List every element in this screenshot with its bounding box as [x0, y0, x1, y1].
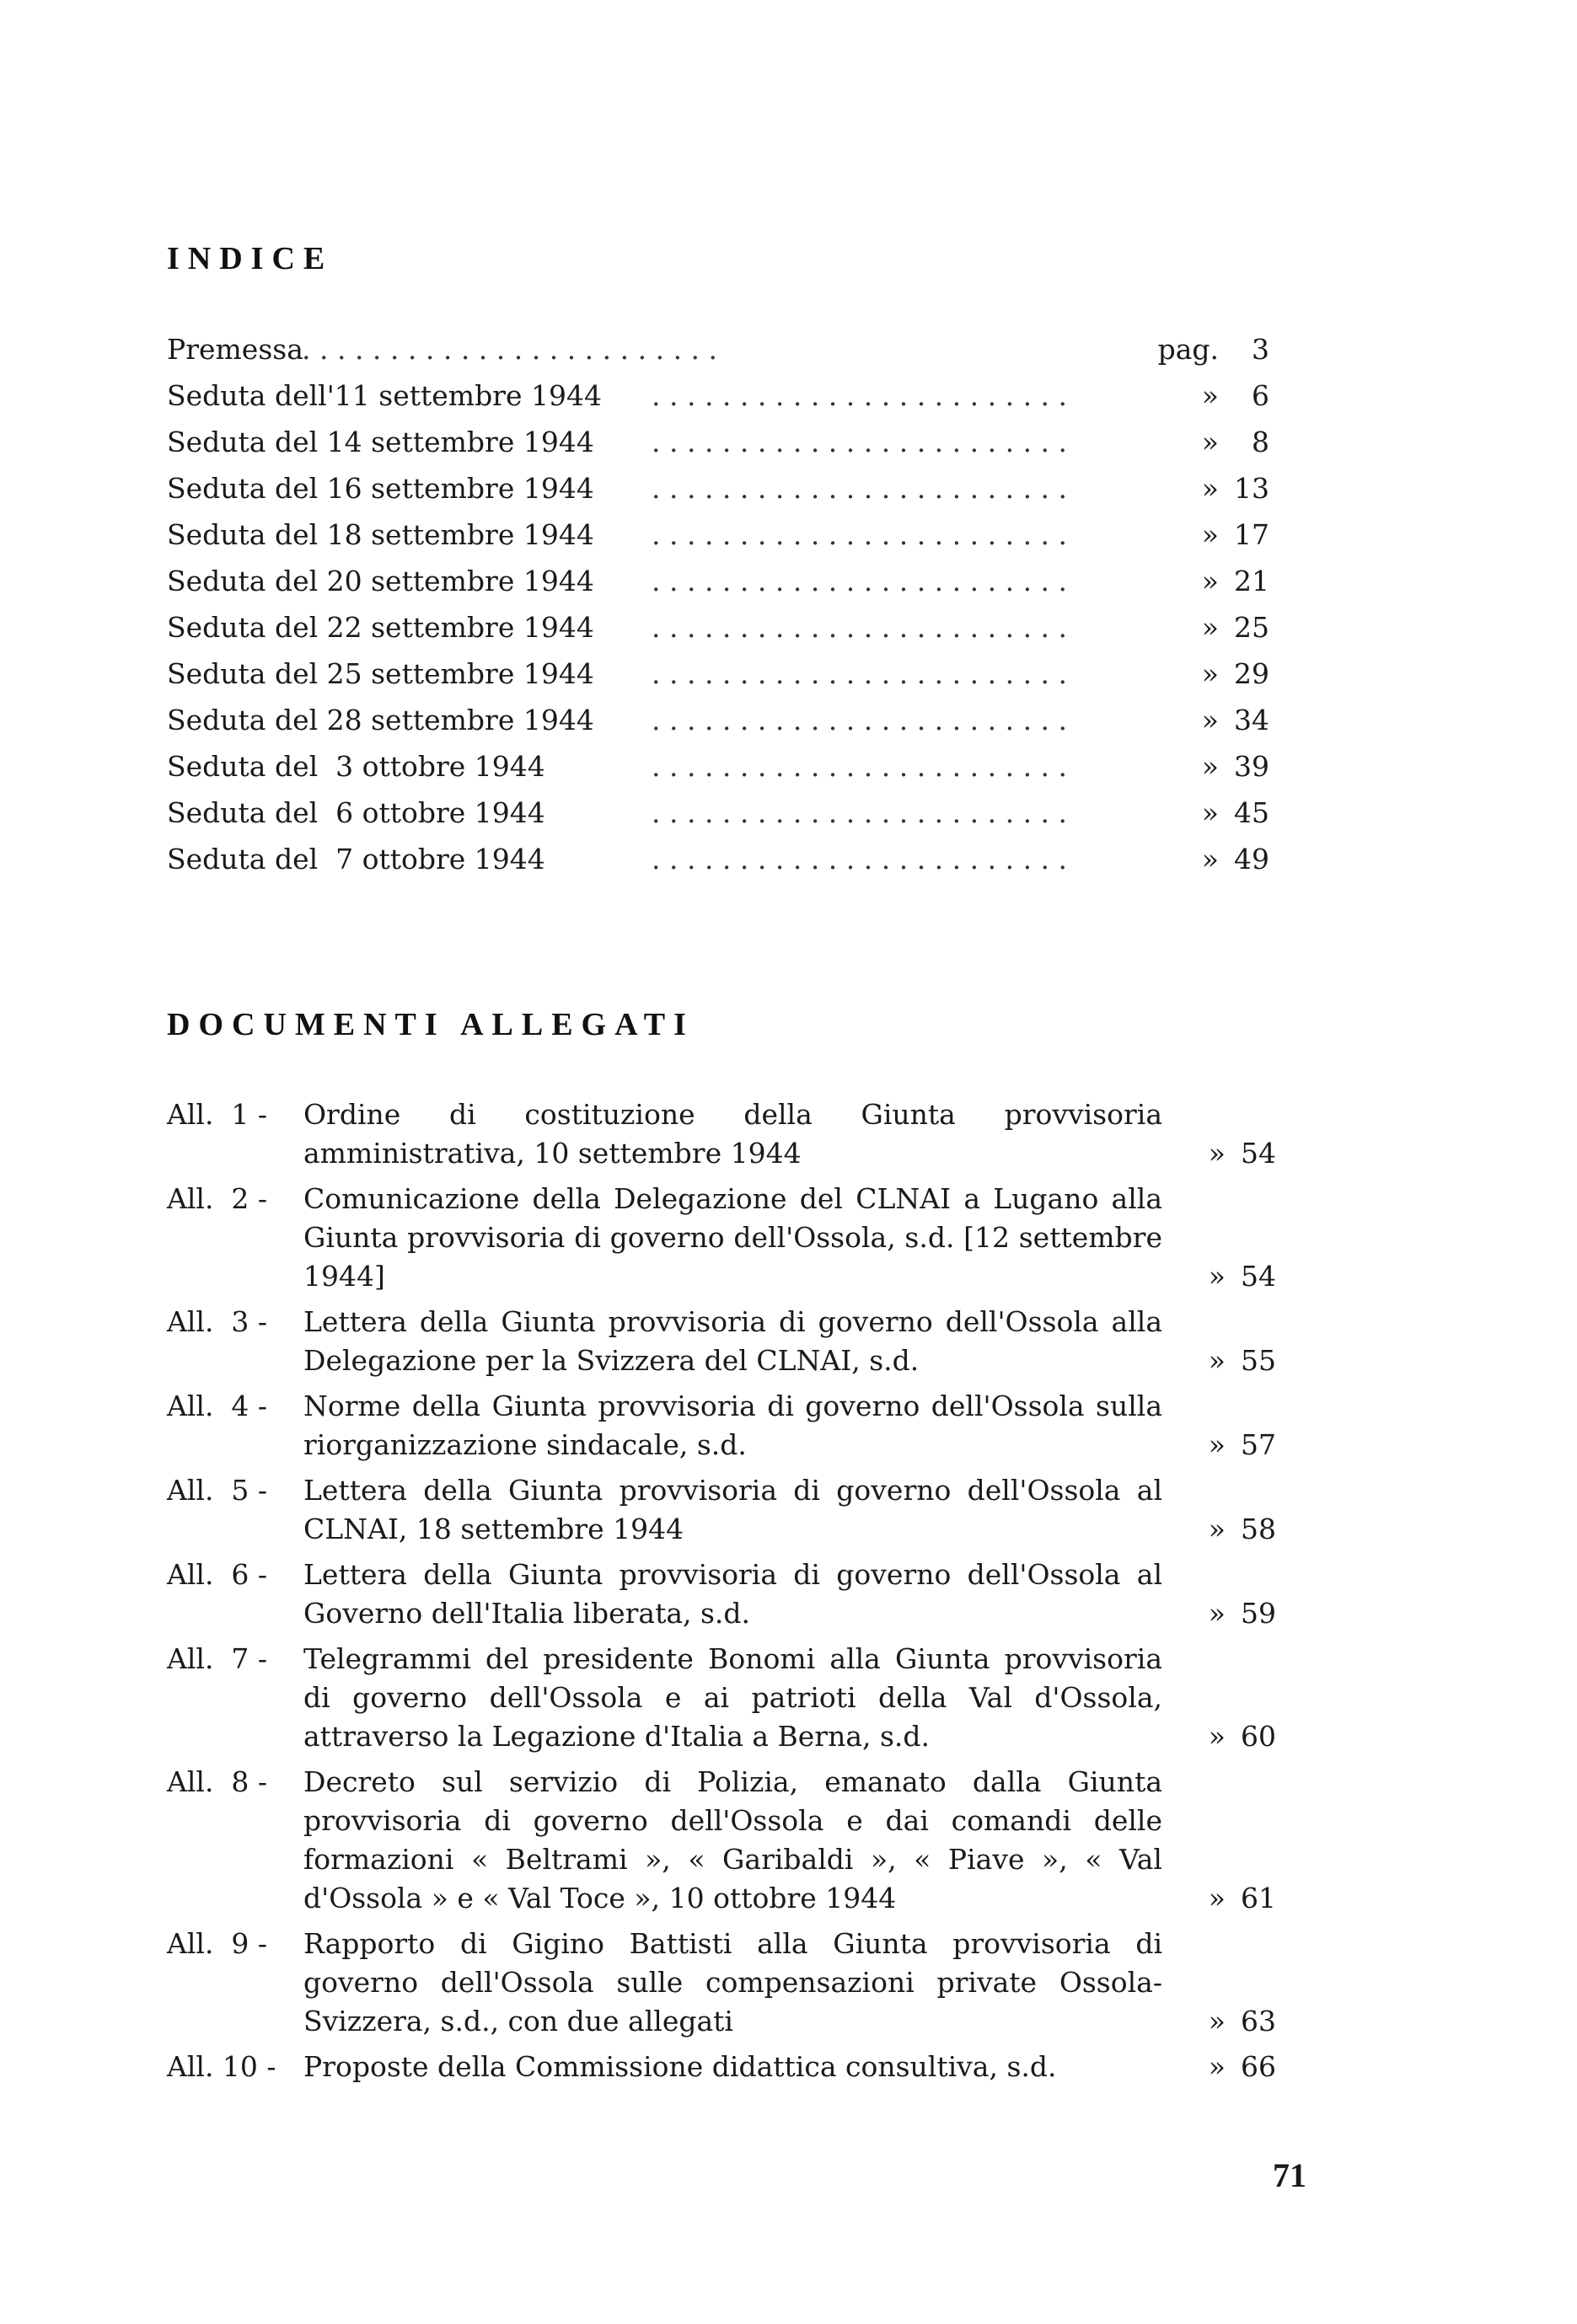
toc-entry-title: Seduta dell'11 settembre 1944 — [167, 379, 602, 412]
attachment-entry — [167, 1640, 1276, 1756]
toc-page-number: 25 — [1234, 611, 1269, 644]
attachment-label: All. 7 - — [167, 1642, 268, 1675]
toc-entry-title: Seduta del 16 settembre 1944 — [167, 472, 594, 505]
page-marker: pag. — [1157, 333, 1219, 366]
attachment-entry — [167, 1925, 1276, 2041]
dot-leader: . . . . . . . . . . . . . . . . . . . . . . . . — [652, 843, 1068, 876]
attachment-description: Lettera della Giunta provvisoria di governo dell'Ossola al CLNAI, 18 settembre 1944 — [303, 1474, 1162, 1545]
attachment-page-number: 59 — [1241, 1597, 1276, 1630]
attachment-description: Ordine di costituzione della Giunta provvisoria amministrativa, 10 settembre 1944 — [303, 1098, 1162, 1170]
toc-page-number: 6 — [1252, 379, 1269, 412]
page-marker: » — [1201, 426, 1219, 458]
toc-entry — [167, 372, 1269, 419]
attachment-description: Lettera della Giunta provvisoria di governo dell'Ossola al Governo dell'Italia liberata, s.d. — [303, 1558, 1162, 1630]
dot-leader: . . . . . . . . . . . . . . . . . . . . . . . . — [652, 426, 1068, 458]
attachment-entry — [167, 2048, 1276, 2086]
attachment-label: All. 3 - — [167, 1305, 268, 1338]
toc-page-number: 13 — [1234, 472, 1269, 505]
attachment-page-number: 61 — [1241, 1882, 1276, 1914]
toc-entry — [167, 697, 1269, 743]
attachment-entry — [167, 1180, 1276, 1296]
attachment-entry — [167, 1303, 1276, 1380]
toc-page-number: 39 — [1234, 750, 1269, 783]
toc-entry — [167, 790, 1269, 836]
page-marker: » — [1201, 843, 1219, 876]
toc-entry — [167, 651, 1269, 697]
toc-entry — [167, 326, 1269, 372]
attachment-label: All. 4 - — [167, 1390, 268, 1422]
toc-entry-title: Seduta del 18 settembre 1944 — [167, 518, 594, 551]
attachment-label: All. 6 - — [167, 1558, 268, 1591]
toc-entry — [167, 511, 1269, 558]
page-marker: » — [1208, 1597, 1226, 1630]
toc-page-number: 34 — [1234, 704, 1269, 736]
attachment-entry — [167, 1556, 1276, 1633]
page-marker: » — [1208, 2050, 1226, 2083]
toc-page-number: 3 — [1252, 333, 1269, 366]
toc-entry — [167, 419, 1269, 465]
page-marker: » — [1208, 1428, 1226, 1461]
attachment-entry — [167, 1387, 1276, 1465]
attachment-description: Decreto sul servizio di Polizia, emanato dalla Giunta provvisoria di governo dell'Ossola e dai comandi delle formazioni « Beltrami », « Garibaldi », « Piave », « Val d'Ossola » e « Val Toce », 10 ottobre 1944 — [303, 1765, 1162, 1914]
dot-leader: . . . . . . . . . . . . . . . . . . . . . . . . — [652, 518, 1068, 551]
page-marker: » — [1208, 1260, 1226, 1293]
toc-entry-title: Seduta del 28 settembre 1944 — [167, 704, 594, 736]
attachment-label: All. 5 - — [167, 1474, 268, 1507]
page-marker: » — [1201, 565, 1219, 597]
attachment-label: All. 9 - — [167, 1927, 268, 1960]
attachment-description: Comunicazione della Delegazione del CLNAI a Lugano alla Giunta provvisoria di governo dell'Ossola, s.d. [12 settembre 1944] — [303, 1182, 1162, 1293]
attachment-description: Lettera della Giunta provvisoria di governo dell'Ossola alla Delegazione per la Svizzera del CLNAI, s.d. — [303, 1305, 1162, 1377]
page-marker: » — [1208, 1720, 1226, 1753]
attachment-entry — [167, 1471, 1276, 1549]
toc-entry — [167, 743, 1269, 790]
toc-entry — [167, 558, 1269, 604]
toc-page-number: 29 — [1234, 657, 1269, 690]
dot-leader: . . . . . . . . . . . . . . . . . . . . . . . . — [652, 704, 1068, 736]
page-marker: » — [1201, 379, 1219, 412]
attachment-page-number: 66 — [1241, 2050, 1276, 2083]
attachment-page-number: 54 — [1241, 1260, 1276, 1293]
toc-page-number: 21 — [1234, 565, 1269, 597]
page-marker: » — [1201, 472, 1219, 505]
toc-page-number: 8 — [1252, 426, 1269, 458]
page-marker: » — [1201, 611, 1219, 644]
attachment-page-number: 63 — [1241, 2005, 1276, 2038]
attachment-page-number: 60 — [1241, 1720, 1276, 1753]
toc-entry-title: Seduta del 3 ottobre 1944 — [167, 750, 545, 783]
toc-entry-title: Seduta del 6 ottobre 1944 — [167, 796, 545, 829]
dot-leader: . . . . . . . . . . . . . . . . . . . . . . . . — [652, 472, 1068, 505]
attachment-entry — [167, 1763, 1276, 1918]
page-marker: » — [1201, 657, 1219, 690]
dot-leader: . . . . . . . . . . . . . . . . . . . . . . . . — [652, 796, 1068, 829]
page-marker: » — [1208, 1344, 1226, 1377]
toc-entry-title: Seduta del 25 settembre 1944 — [167, 657, 594, 690]
attachments-list — [167, 1095, 1276, 2093]
attachment-label: All. 2 - — [167, 1182, 268, 1215]
attachment-page-number: 55 — [1241, 1344, 1276, 1377]
toc-entry-title: Seduta del 20 settembre 1944 — [167, 565, 594, 597]
toc-entry — [167, 604, 1269, 651]
toc-entry-title: Seduta del 22 settembre 1944 — [167, 611, 594, 644]
allegati-heading: DOCUMENTI ALLEGATI — [167, 1007, 695, 1042]
attachment-page-number: 58 — [1241, 1513, 1276, 1545]
attachment-entry — [167, 1095, 1276, 1173]
page-marker: » — [1201, 796, 1219, 829]
attachment-label: All. 1 - — [167, 1098, 268, 1131]
attachment-description: Proposte della Commissione didattica consultiva, s.d. — [303, 2050, 1057, 2083]
toc-page-number: 17 — [1234, 518, 1269, 551]
attachment-label: All. 8 - — [167, 1765, 268, 1798]
indice-heading: INDICE — [167, 241, 334, 276]
attachment-page-number: 57 — [1241, 1428, 1276, 1461]
toc-entry-title: Premessa — [167, 333, 303, 366]
toc-entry-title: Seduta del 7 ottobre 1944 — [167, 843, 545, 876]
toc-page-number: 49 — [1234, 843, 1269, 876]
dot-leader: . . . . . . . . . . . . . . . . . . . . . . . . — [652, 565, 1068, 597]
attachment-label: All. 10 - — [167, 2050, 276, 2083]
attachment-page-number: 54 — [1241, 1137, 1276, 1170]
toc-entry — [167, 836, 1269, 882]
toc-entry-title: Seduta del 14 settembre 1944 — [167, 426, 594, 458]
page-marker: » — [1201, 750, 1219, 783]
page-marker: » — [1201, 518, 1219, 551]
dot-leader: . . . . . . . . . . . . . . . . . . . . . . . . — [652, 379, 1068, 412]
dot-leader: . . . . . . . . . . . . . . . . . . . . . . . . — [652, 750, 1068, 783]
dot-leader: . . . . . . . . . . . . . . . . . . . . . . . . — [652, 611, 1068, 644]
page-marker: » — [1201, 704, 1219, 736]
attachment-description: Norme della Giunta provvisoria di governo dell'Ossola sulla riorganizzazione sindacale, s.d. — [303, 1390, 1162, 1461]
page-marker: » — [1208, 2005, 1226, 2038]
table-of-contents — [167, 326, 1269, 882]
dot-leader: . . . . . . . . . . . . . . . . . . . . . . . . — [652, 657, 1068, 690]
attachment-description: Rapporto di Gigino Battisti alla Giunta provvisoria di governo dell'Ossola sulle compensazioni private Ossola-Svizzera, s.d., con due allegati — [303, 1927, 1162, 2038]
toc-page-number: 45 — [1234, 796, 1269, 829]
page-marker: » — [1208, 1882, 1226, 1914]
toc-entry — [167, 465, 1269, 511]
page-marker: » — [1208, 1137, 1226, 1170]
page-marker: » — [1208, 1513, 1226, 1545]
page-number: 71 — [1273, 2156, 1306, 2194]
dot-leader: . . . . . . . . . . . . . . . . . . . . . . . . — [302, 333, 718, 366]
attachment-description: Telegrammi del presidente Bonomi alla Giunta provvisoria di governo dell'Ossola e ai patrioti della Val d'Ossola, attraverso la Legazione d'Italia a Berna, s.d. — [303, 1642, 1162, 1753]
